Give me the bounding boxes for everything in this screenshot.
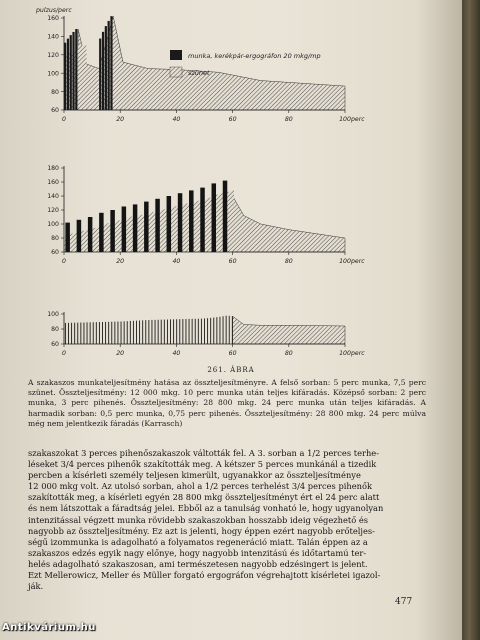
work-bar <box>189 190 193 252</box>
body-line: és nem látszottak a fáradtság jelei. Ebből az a tanulság vonható le, hogy ugyanolyan <box>28 503 384 514</box>
work-bar <box>70 35 72 110</box>
x-tick-label: 0 <box>62 258 66 265</box>
legend <box>170 50 321 77</box>
rest-area <box>233 316 345 344</box>
work-bar <box>178 193 182 252</box>
x-tick-label: 0 <box>62 350 66 357</box>
work-bar <box>77 220 81 252</box>
x-tick-label: 20 <box>116 258 125 265</box>
work-bar <box>155 199 159 252</box>
x-tick-label: 20 <box>116 350 125 357</box>
body-line: intenzitással végzett munka rövidebb szakaszokban hosszabb ideig végezhető és <box>28 514 369 525</box>
work-bar <box>110 210 114 252</box>
y-tick-label: 160 <box>47 179 59 187</box>
body-line: szakaszokat 3 perces pihenőszakaszok váltották fel. A 3. sorban a 1/2 perces terhe- <box>28 448 379 458</box>
rest-area <box>233 196 345 252</box>
body-line: léseket 3/4 perces pihenők szakították meg. A kétszer 5 perces munkánál a tizedik <box>28 459 377 470</box>
work-bar <box>72 32 74 110</box>
page-number: 477 <box>395 597 413 607</box>
x-tick-label: 60 <box>228 116 237 123</box>
chart-middle <box>47 165 365 265</box>
y-axis-label: pulzus/perc <box>36 7 72 14</box>
legend-rest-label: szünet <box>188 69 210 77</box>
work-bar <box>67 39 69 110</box>
legend-rest-swatch <box>170 67 182 77</box>
work-bar <box>102 32 104 110</box>
chart-bottom <box>47 311 365 357</box>
work-bar <box>75 29 77 110</box>
y-tick-label: 60 <box>51 107 59 115</box>
rest-area <box>78 16 345 110</box>
y-tick-label: 160 <box>47 15 59 23</box>
x-tick-label: 80 <box>284 258 293 265</box>
work-bar <box>212 183 216 252</box>
work-bar <box>65 223 69 252</box>
body-line: nagyobb az összteljesítmény. Ez azt is jelenti, hogy éppen ezért nagyobb erőteljes- <box>28 525 375 536</box>
rest-area <box>78 46 86 110</box>
figure-caption-title: 261. ÁBRA <box>207 366 255 374</box>
body-line: szakították meg, a kísérleti egyén 28 800 mkg összteljesítményt ért el 24 perc alatt <box>28 492 380 503</box>
body-line: szakaszos edzés egyik nagy előnye, hogy nagyobb intenzitású és időtartamú ter- <box>28 547 367 558</box>
body-line: helés adagolható szakaszosan, ami természetesen nagyobb edzésingert is jelent. <box>28 558 368 569</box>
x-tick-label: 20 <box>116 116 125 123</box>
body-paragraph <box>28 448 430 592</box>
work-bar <box>110 16 112 110</box>
y-tick-label: 80 <box>51 235 59 243</box>
x-tick-label: 100 <box>339 116 351 123</box>
work-bar <box>167 196 171 252</box>
legend-work-label: munka, kerékpár-ergográfon 20 mkg/mp <box>188 52 321 60</box>
work-bar <box>88 217 92 252</box>
x-tick-label: 100 <box>339 350 351 357</box>
y-tick-label: 120 <box>47 207 59 215</box>
figure-caption: A szakaszos munkateljesítmény hatása az összteljesítményre. A felső sorban: 5 perc munka, 7,5 perc szünet. Összteljesítmény: 12 000 mkg. 10 perc munka után teljes kifáradás. Középső sorban: 2 perc munka, 3 perc pihenés. Összteljesítmény: 28 800 mkg. 24 perc munka után teljes kifáradás. A harmadik sorban: 0,5 perc munka, 0,75 perc pihenés. Összteljesítmény: 28 800 mkg. 24 perc múlva még nem jelentkezik fáradás (Karrasch) <box>28 378 426 428</box>
x-axis-label: perc <box>351 116 365 123</box>
y-tick-label: 100 <box>47 311 59 319</box>
work-bar <box>200 188 204 252</box>
y-tick-label: 180 <box>47 165 59 173</box>
x-tick-label: 40 <box>172 116 181 123</box>
work-bar <box>99 39 101 110</box>
y-tick-label: 140 <box>47 33 59 41</box>
y-tick-label: 60 <box>51 341 59 349</box>
y-tick-label: 60 <box>51 249 59 257</box>
body-line: percben a kísérleti személy teljesen kimerült, ugyanakkor az összteljesítménye <box>28 470 361 481</box>
x-tick-label: 40 <box>172 350 181 357</box>
x-tick-label: 40 <box>172 258 181 265</box>
x-tick-label: 60 <box>228 258 237 265</box>
y-tick-label: 80 <box>51 88 59 96</box>
body-line: Ezt Mellerowicz, Meller és Müller forgató ergográfon végrehajtott kísérletei igazol- <box>28 570 381 581</box>
work-bar <box>108 21 110 110</box>
x-tick-label: 80 <box>284 350 293 357</box>
legend-work-swatch <box>170 50 182 60</box>
watermark: Antikvárium.hu <box>2 622 96 633</box>
work-bar <box>99 213 103 252</box>
y-tick-label: 120 <box>47 52 59 59</box>
x-tick-label: 80 <box>284 116 293 123</box>
x-axis-label: perc <box>351 258 365 265</box>
x-axis-label: perc <box>351 350 365 357</box>
body-line: ják. <box>28 581 44 592</box>
x-tick-label: 0 <box>62 116 66 123</box>
y-tick-label: 100 <box>47 221 59 229</box>
body-line: ségű izommunka is adagolható a folyamatos regeneráció miatt. Talán éppen az a <box>28 536 368 547</box>
book-spine-edge <box>462 0 480 640</box>
y-tick-label: 80 <box>51 326 59 334</box>
body-line: 12 000 mkg volt. Az utolsó sorban, ahol a 1/2 perces terhelést 3/4 perces pihenők <box>28 481 373 492</box>
y-tick-label: 140 <box>47 193 59 201</box>
x-tick-label: 60 <box>228 350 237 357</box>
work-bar <box>133 204 137 252</box>
y-tick-label: 100 <box>47 70 59 78</box>
work-bar <box>122 207 126 253</box>
work-bar <box>144 202 148 252</box>
chart-top <box>35 7 365 123</box>
x-tick-label: 100 <box>339 258 351 265</box>
work-bar <box>105 26 107 110</box>
work-bar <box>223 181 227 252</box>
